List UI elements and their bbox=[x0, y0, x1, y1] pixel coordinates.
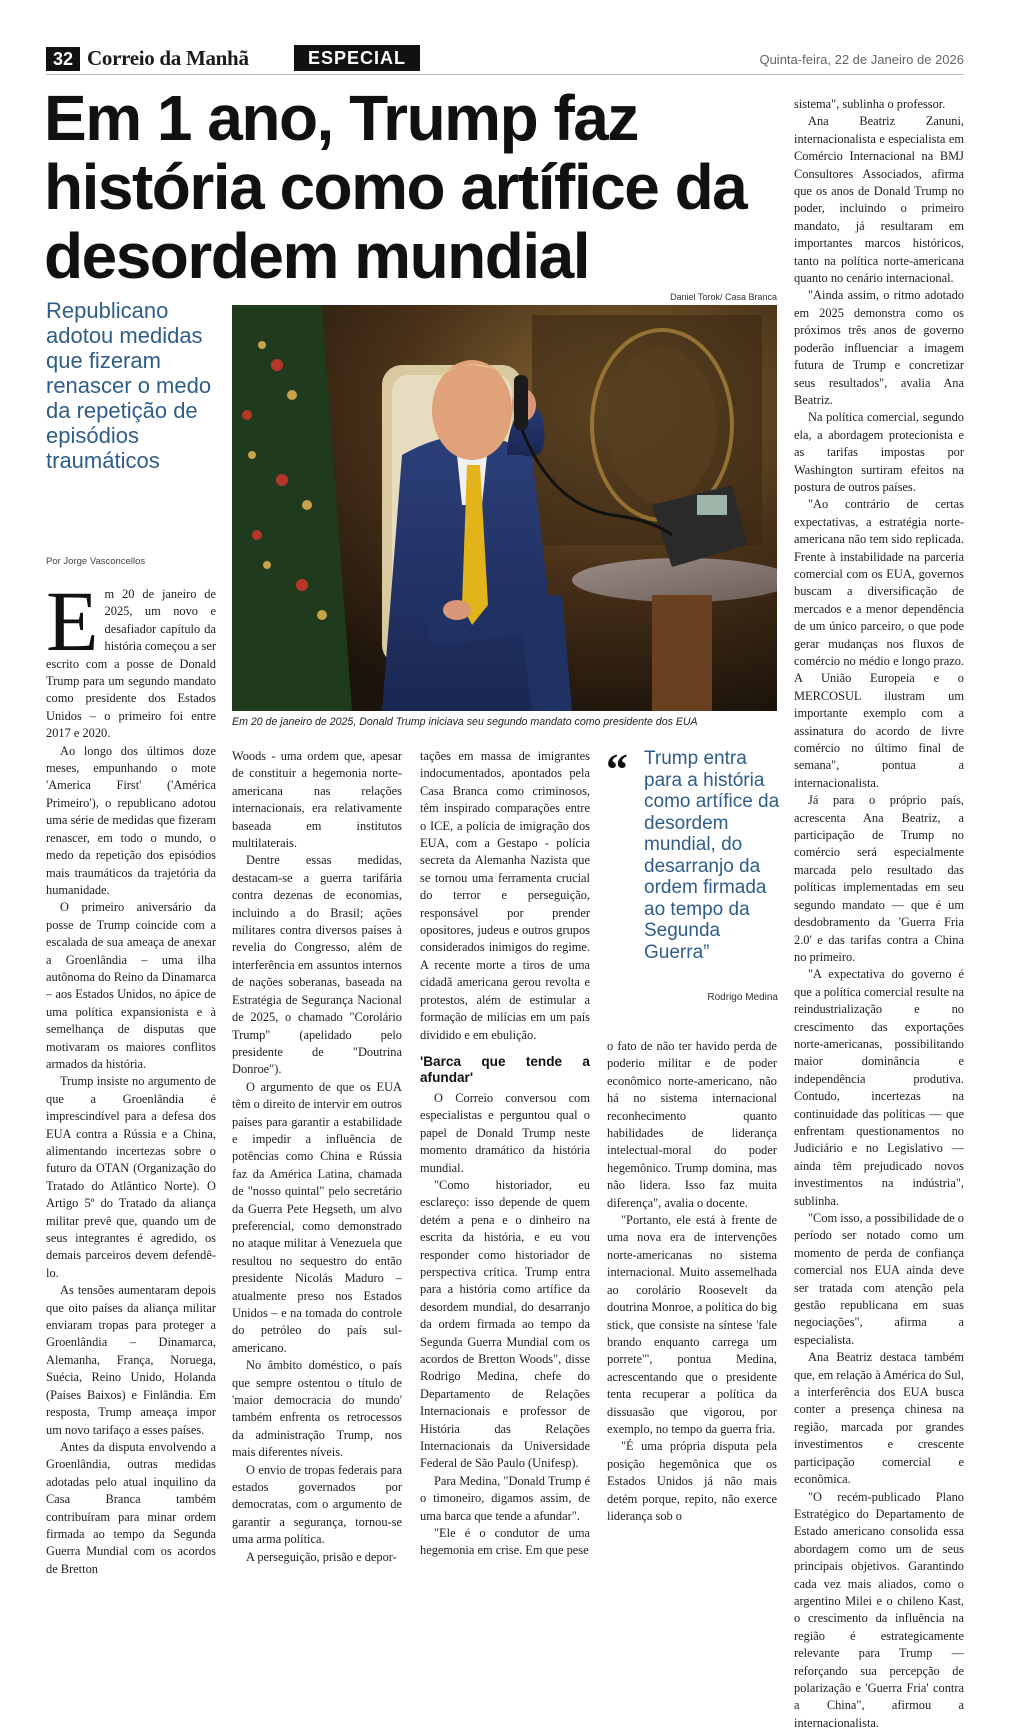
article-column-4 bbox=[607, 1038, 777, 1525]
paragraph: O primeiro aniversário da posse de Trump coincide com a escalada de sua ameaça de anexar a Groenlândia – uma ilha autônoma do Reino da Dinamarca – aos Estados Unidos, no ápice de uma política expansionista e à semelhança de disputas que motivaram os maiores conflitos armados da história. bbox=[46, 899, 216, 1073]
article-column-2 bbox=[232, 748, 402, 1566]
paragraph: O Correio conversou com especialistas e perguntou qual o papel de Donald Trump neste momento dramático da história mundial. bbox=[420, 1090, 590, 1177]
photo-caption: Em 20 de janeiro de 2025, Donald Trump iniciava seu segundo mandato como presidente dos EUA bbox=[232, 716, 792, 728]
paragraph: "O recém-publicado Plano Estratégico do Departamento de Estado americano consolida essa abordagem como um de seus principais objetivos. Garantindo cada vez mais aliados, como o argentino Milei e o chileno Kast, o crescimento da influência na região é estrategicamente relevante para Trump — reforçando sua percepção de polarização e 'Guerra Fria' contra a China", afirmou a internacionalista. bbox=[794, 1489, 964, 1732]
paragraph: A perseguição, prisão e depor- bbox=[232, 1549, 402, 1566]
paragraph: "Com isso, a possibilidade de o período ser notado como um momento de perda de confiança comercial nos EUA ainda deve ser tratada com atenção pela gestão republicana em suas negociações", afirma a especialista. bbox=[794, 1210, 964, 1349]
paragraph: "Ele é o condutor de uma hegemonia em crise. Em que pese bbox=[420, 1525, 590, 1560]
paragraph: "Ao contrário de certas expectativas, a estratégia norte-americana não tem sido replicada. Frente à instabilidade na parceria comercial com os EUA, governos buscam a diversificação de mercados e a menor dependência de um único parceiro, o que pode gerar mudanças nos fluxos de comércio no médio e longo prazo. A União Europeia e o MERCOSUL ilustram um importante exemplo com a assinatura do acordo de livre comércio no último final de semana", pontua a internacionalista. bbox=[794, 496, 964, 792]
paragraph: Ana Beatriz Zanuni, internacionalista e especialista em Comércio Internacional na BMJ Consultores Associados, afirma que os anos de Donald Trump no poder, incluindo o primeiro mandato, já resultaram em importantes marcos históricos, tanto na política norte-americana quanto no cenário internacional. bbox=[794, 113, 964, 287]
pull-quote-author: Rodrigo Medina bbox=[707, 992, 778, 1003]
section-label: ESPECIAL bbox=[294, 45, 420, 71]
article-column-3 bbox=[420, 748, 590, 1560]
headline: Em 1 ano, Trump faz história como artífice da desordem mundial bbox=[44, 84, 784, 291]
header-rule bbox=[46, 74, 964, 75]
trump-phone-photo bbox=[232, 305, 777, 711]
paragraph: o fato de não ter havido perda de poderio militar e de poder econômico norte-americano, não há no sistema internacional reconhecimento quanto habilidades de liderança intelectual-moral do poder hegemônico. Trump domina, mas não lidera. Isso faz muita diferença", avalia o docente. bbox=[607, 1038, 777, 1212]
paragraph: Antes da disputa envolvendo a Groenlândia, outras medidas adotadas pelo atual inquilino da Casa Branca também contribuíram para minar ordem firmada ao tempo da Segunda Guerra Mundial com os acordos de Bretton bbox=[46, 1439, 216, 1578]
paragraph: O envio de tropas federais para estados governados por democratas, com o argumento de garantir a segurança, tornou-se uma arma política. bbox=[232, 1462, 402, 1549]
article-column-1 bbox=[46, 586, 216, 1578]
paragraph: Trump insiste no argumento de que a Groenlândia é imprescindível para a defesa dos EUA contra a Rússia e a China, alimentando incertezas sobre o futuro da OTAN (Organização do Tratado do Atlântico Norte). O Artigo 5º do Tratado da aliança militar prevê que, quando um de seus integrantes é agredido, os demais parceiros devem defendê-lo. bbox=[46, 1073, 216, 1282]
subheading: 'Barca que tende a afundar' bbox=[420, 1054, 590, 1086]
byline: Por Jorge Vasconcellos bbox=[46, 556, 145, 567]
paragraph: No âmbito doméstico, o país que sempre ostentou o título de 'maior democracia do mundo' também enfrenta os retrocessos da administração Trump, nos mais diferentes níveis. bbox=[232, 1357, 402, 1461]
paragraph: "Como historiador, eu esclareço: isso depende de quem detém a pena e o dinheiro na escrita da história, e eu vou responder como historiador de perspectiva crítica. Trump entra para a história como artífice da desordem mundial, do desarranjo da ordem firmada ao tempo da Segunda Guerra Mundial com os acordos de Bretton Woods", disse Rodrigo Medina, chefe do Departamento de Relações Internacionais e professor de História das Relações Internacionais da Universidade Federal de São Paulo (Unifesp). bbox=[420, 1177, 590, 1473]
photo-illustration bbox=[232, 305, 777, 711]
page-header bbox=[0, 0, 1010, 78]
drop-cap: E bbox=[46, 590, 99, 652]
page-number: 32 bbox=[46, 47, 80, 71]
quote-mark-icon: “ bbox=[606, 748, 628, 792]
pull-quote bbox=[606, 748, 778, 1010]
paragraph: Para Medina, "Donald Trump é o timoneiro, digamos assim, de uma barca que tende a afundar". bbox=[420, 1473, 590, 1525]
pull-quote-text: Trump entra para a história como artífice da desordem mundial, do desarranjo da ordem firmada ao tempo da Segunda Guerra” bbox=[644, 748, 780, 963]
paragraph: sistema", sublinha o professor. bbox=[794, 96, 964, 113]
paragraph: Ao longo dos últimos doze meses, empunhando o mote 'America First' ('América Primeiro'), o republicano adotou uma série de medidas que fizeram renascer, em todo o mundo, o medo da repetição dos episódios mais traumáticos da trajetória da humanidade. bbox=[46, 743, 216, 900]
paragraph: m 20 de janeiro de 2025, um novo e desafiador capítulo da história começou a ser escrito com a posse de Donald Trump para um segundo mandato como presidente dos Estados Unidos – o primeiro foi entre 2017 e 2020. bbox=[46, 586, 216, 743]
paragraph: "A expectativa do governo é que a política comercial resulte na reindustrialização e no crescimento das exportações norte-americanas, possibilitando maior dominância e independência produtiva. Contudo, incertezas na continuidade das políticas — que enfrentam questionamentos no Judiciário e no Legislativo — ainda têm prejudicado novos investimentos na indústria", sublinha. bbox=[794, 966, 964, 1210]
paragraph: Woods - uma ordem que, apesar de constituir a hegemonia norte-americana nas relações internacionais, era relativamente baseada em institutos multilaterais. bbox=[232, 748, 402, 852]
article-column-5 bbox=[794, 96, 964, 1732]
paragraph: "É uma própria disputa pela posição hegemônica que os Estados Unidos já não mais detém porque, repito, não exerce liderança sob o bbox=[607, 1438, 777, 1525]
paragraph: O argumento de que os EUA têm o direito de intervir em outros países para garantir a estabilidade e impedir a influência de potências como China e Rússia faz da América Latina, chamada de "nosso quintal" pelo secretário da Guerra Pete Hegseth, um alvo preferencial, como demonstrado no ataque militar à Venezuela que resultou no sequestro do então presidente Nicolás Maduro – atualmente preso nos Estados Unidos – e na tomada do controle do petróleo do país sul-americano. bbox=[232, 1079, 402, 1358]
photo-credit: Daniel Torok/ Casa Branca bbox=[560, 292, 777, 302]
paragraph: "Portanto, ele está à frente de uma nova era de intervenções norte-americanas no sistema internacional. Muito assemelhada ao corolário Roosevelt da doutrina Monroe, a política do big stick, que consiste na síntese 'fale brando enquanto carrega um porrete'", pontua Medina, acrescentando que o presidente tenta recuperar a política da dissuasão que vigorou, por exemplo, no tempo da guerra fria. bbox=[607, 1212, 777, 1438]
paragraph: Já para o próprio país, acrescenta Ana Beatriz, a participação de Trump no comércio será especialmente marcada pelo resultado das políticas implementadas em seu segundo mandato — que é um desdobramento da 'Guerra Fria 2.0' e das tarifas contra a China no primeiro. bbox=[794, 792, 964, 966]
paragraph: Na política comercial, segundo ela, a abordagem protecionista e as tarifas impostas por Washington surtiram efeitos na postura de outros países. bbox=[794, 409, 964, 496]
newspaper-brand: Correio da Manhã bbox=[87, 46, 249, 71]
issue-date: Quinta-feira, 22 de Janeiro de 2026 bbox=[720, 52, 964, 67]
paragraph: tações em massa de imigrantes indocumentados, apontados pela Casa Branca como criminosos, têm inspirado comparações entre o ICE, a polícia de imigração dos EUA, com a Gestapo - polícia secreta da Alemanha Nazista que se tornou uma ferramenta crucial do terror e perseguição, responsável por prender opositores, judeus e outros grupos considerados inimigos do regime. A recente morte a tiros de uma cidadã americana gerou revolta e protestos, além de estimular a formação de milícias em um país dividido e em ebulição. bbox=[420, 748, 590, 1044]
paragraph: As tensões aumentaram depois que oito países da aliança militar enviaram tropas para proteger a Groenlândia – Dinamarca, Alemanha, França, Noruega, Suécia, Reino Unido, Holanda (Países Baixos) e Finlândia. Em resposta, Trump ameaça impor um novo tarifaço a esses países. bbox=[46, 1282, 216, 1439]
paragraph: Dentre essas medidas, destacam-se a guerra tarifária contra dezenas de economias, incluindo a do Brasil; ações militares contra diversos países à revelia do Congresso, além de interferência em assuntos internos de nações soberanas, baseada na Estratégia de Segurança Nacional de 2025, o chamado "Corolário Trump" (apelidado pelo presidente de "Doutrina Donroe"). bbox=[232, 852, 402, 1078]
subtitle: Republicano adotou medidas que fizeram renascer o medo da repetição de episódios traumáticos bbox=[46, 298, 226, 473]
paragraph: Ana Beatriz destaca também que, em relação à América do Sul, a interferência dos EUA busca conter a presença chinesa na região, marcada por grandes investimentos e crescente participação comercial e econômica. bbox=[794, 1349, 964, 1488]
paragraph: "Ainda assim, o ritmo adotado em 2025 demonstra como os próximos três anos de governo poderão influenciar a imagem futura de Trump e concretizar seus resultados", avalia Ana Beatriz. bbox=[794, 287, 964, 409]
